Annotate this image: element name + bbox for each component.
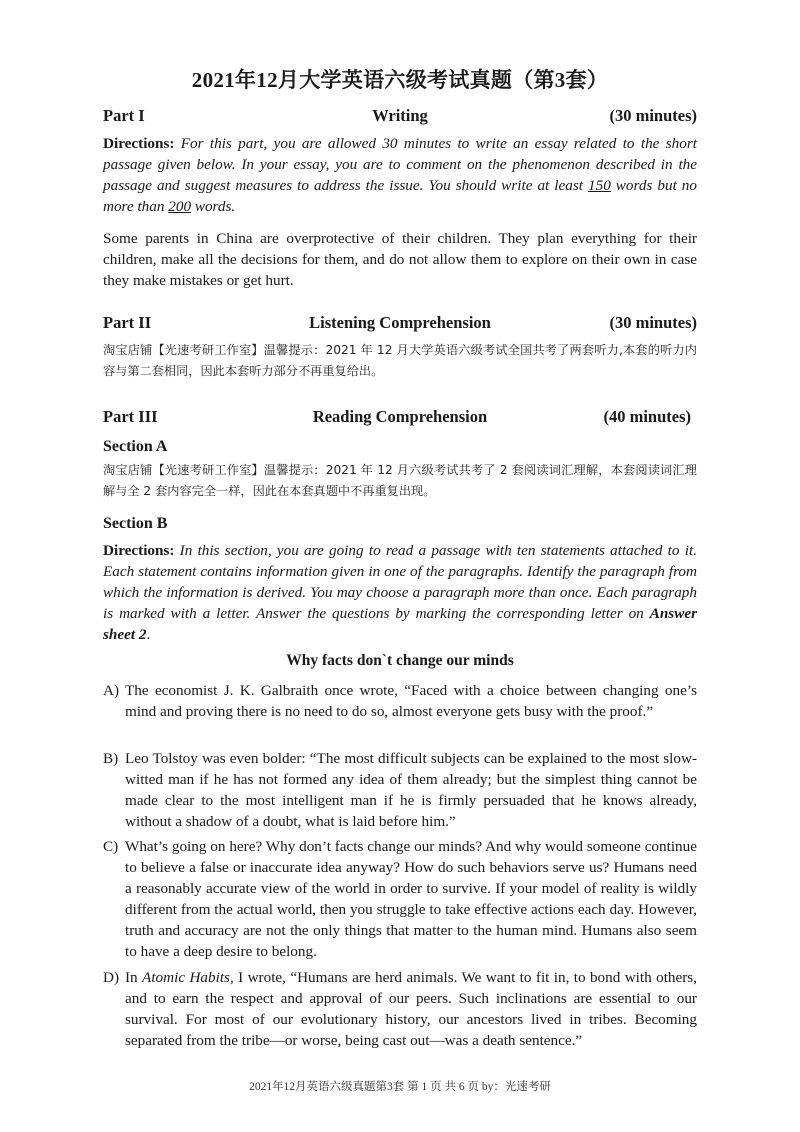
- part1-name: Writing: [372, 106, 428, 125]
- paragraph-c: [103, 836, 697, 962]
- paragraph-label: D): [103, 969, 120, 986]
- paragraph-label: C): [103, 838, 119, 855]
- section-a-notice: 淘宝店铺【光速考研工作室】温馨提示：2021 年 12 月六级考试共考了 2 套阅读词汇理解，本套阅读词汇理解与全 2 套内容完全一样，因此在本套真题中不再重复出现。: [103, 463, 697, 498]
- section-a-heading: Section A: [103, 438, 168, 455]
- part1-passage: Some parents in China are overprotective of their children. They plan everything for their children, make all the decisions for them, and do not allow them to explore on their own in case they make mistakes or get hurt.: [103, 230, 697, 289]
- paragraph-d: [103, 967, 697, 1051]
- paragraph-b: [103, 748, 697, 832]
- paragraph-label: B): [103, 750, 119, 767]
- directions-label: Directions:: [103, 135, 175, 152]
- part2-label: Part II: [103, 313, 152, 332]
- part1-directions: Directions: For this part, you are allowed 30 minutes to write an essay related to the short passage given below. In your essay, you are to comment on the phenomenon described in the passage and suggest measures to address the issue. You should write at least 150 words but no more than 200 words.: [103, 135, 697, 215]
- part3-label: Part III: [103, 407, 158, 426]
- paragraph-text: Leo Tolstoy was even bolder: “The most difficult subjects can be explained to the most slow-witted man if he has not formed any idea of them already; but the simplest thing cannot be made clear to the most intelligent man if he is firmly persuaded that he knows already, without a shadow of a doubt, what is laid before him.”: [125, 750, 697, 830]
- part1-time: (30 minutes): [609, 106, 697, 125]
- part3-header: [103, 407, 697, 429]
- max-words: 200: [168, 198, 192, 215]
- paragraph-label: A): [103, 682, 120, 699]
- page-footer: 2021年12月英语六级真题第3套 第 1 页 共 6 页 by：光速考研: [249, 1081, 551, 1093]
- part3-time: (40 minutes): [603, 407, 691, 426]
- article-title: Why facts don`t change our minds: [286, 652, 514, 669]
- answer-sheet-ref: Answer sheet 2: [103, 605, 697, 643]
- section-b-heading: Section B: [103, 515, 168, 532]
- part2-name: Listening Comprehension: [309, 313, 491, 332]
- paragraph-text: In Atomic Habits, I wrote, “Humans are herd animals. We want to fit in, to bond with others, and to earn the respect and approval of our peers. Such inclinations are essential to our survival. For most of our evolutionary history, our ancestors lived in tribes. Becoming separated from the tribe—or worse, being cast out—was a death sentence.”: [125, 969, 698, 1049]
- part2-notice: 淘宝店铺【光速考研工作室】温馨提示：2021 年 12 月大学英语六级考试全国共考了两套听力,本套的听力内容与第二套相同，因此本套听力部分不再重复给出。: [103, 343, 697, 378]
- part1-header: [103, 106, 697, 128]
- paragraph-text: The economist J. K. Galbraith once wrote, “Faced with a choice between changing one’s mind and proving there is no need to do so, almost everyone gets busy with the proof.”: [125, 682, 697, 720]
- min-words: 150: [588, 177, 611, 194]
- book-title: Atomic Habits: [142, 969, 230, 986]
- section-b-directions: Directions: In this section, you are going to read a passage with ten statements attached to it. Each statement contains information given in one of the paragraphs. Identify the paragraph from which the information is derived. You may choose a paragraph more than once. Each paragraph is marked with a letter. Answer the questions by marking the corresponding letter on Answer sheet 2.: [103, 542, 697, 643]
- part2-header: [103, 313, 697, 335]
- part3-name: Reading Comprehension: [312, 407, 488, 426]
- document-title: 2021年12月大学英语六级考试真题（第3套）: [191, 68, 609, 92]
- paragraph-a: [103, 680, 697, 722]
- paragraph-text: What’s going on here? Why don’t facts change our minds? And why would someone continue to believe a false or inaccurate idea anyway? How do such behaviors serve us? Humans need a reasonably accurate view of the world in order to survive. If your model of reality is wildly different from the actual world, then you struggle to take effective actions each day. However, truth and accuracy are not the only things that matter to the human mind. Humans also seem to have a deep desire to belong.: [125, 838, 697, 960]
- directions-label: Directions:: [103, 542, 175, 559]
- part1-label: Part I: [103, 106, 145, 125]
- part2-time: (30 minutes): [609, 313, 697, 332]
